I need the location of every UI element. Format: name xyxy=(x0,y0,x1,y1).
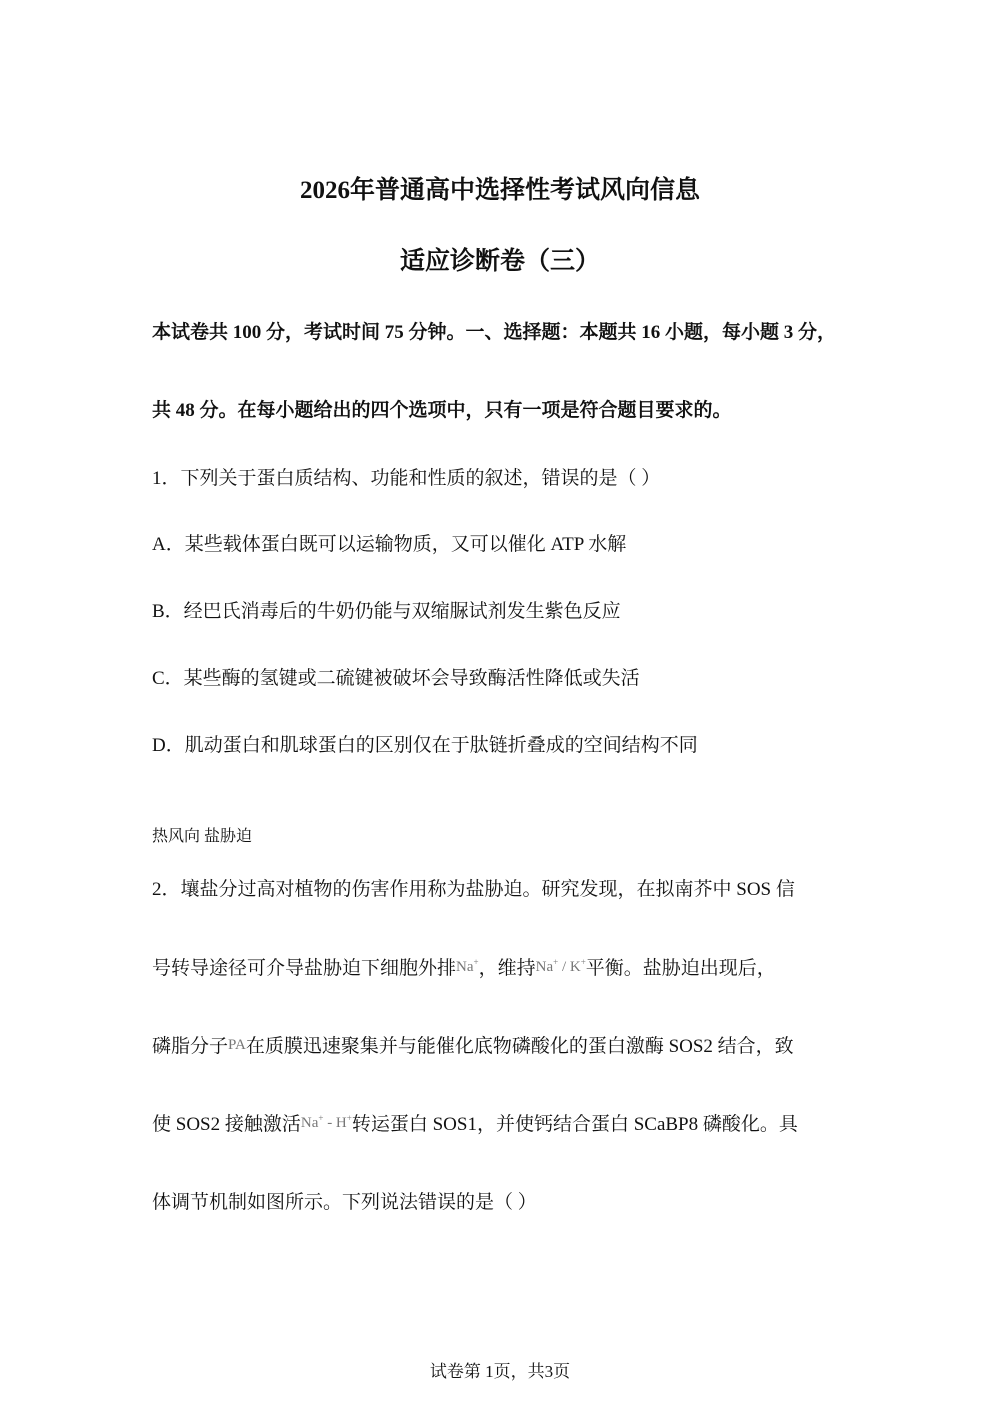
sodium-ion-formula: Na+ xyxy=(456,957,479,975)
question-1-option-c: C．某些酶的氢键或二硫键被破坏会导致酶活性降低或失活 xyxy=(152,668,640,689)
question-2-line-2-text-a: 号转导途径可介导盐胁迫下细胞外排 xyxy=(152,958,457,979)
instructions-line-2: 共 48 分。在每小题给出的四个选项中，只有一项是符合题目要求的。 xyxy=(152,400,732,421)
question-2-line-3 xyxy=(152,1031,794,1058)
question-1-option-b: B．经巴氏消毒后的牛奶仍能与双缩脲试剂发生紫色反应 xyxy=(152,601,621,622)
sodium-potassium-ratio: Na+ / K+ xyxy=(535,957,586,975)
question-2-line-5: 体调节机制如图所示。下列说法错误的是（ ） xyxy=(152,1192,537,1213)
phosphatidic-acid-abbrev: PA xyxy=(228,1037,246,1053)
exam-title: 2026年普通高中选择性考试风向信息 xyxy=(299,177,700,204)
question-1-stem: 1．下列关于蛋白质结构、功能和性质的叙述，错误的是（ ） xyxy=(152,468,661,489)
question-1-option-a: A．某些载体蛋白既可以运输物质，又可以催化 ATP 水解 xyxy=(152,534,627,555)
question-2-line-3-text-b: 在质膜迅速聚集并与能催化底物磷酸化的蛋白激酶 SOS2 结合，致 xyxy=(245,1036,794,1057)
question-2-line-1: 2．壤盐分过高对植物的伤害作用称为盐胁迫。研究发现，在拟南芥中 SOS 信 xyxy=(152,879,795,900)
question-2-line-4 xyxy=(152,1109,798,1136)
question-2-line-4-text-b: 转运蛋白 SOS1，并使钙结合蛋白 SCaBP8 磷酸化。具 xyxy=(351,1114,798,1135)
question-2-line-2-text-c: 平衡。盐胁迫出现后， xyxy=(585,958,776,979)
exam-subtitle: 适应诊断卷（三） xyxy=(399,248,600,275)
question-2-line-2 xyxy=(152,953,776,980)
page-footer: 试卷第 1页，共3页 xyxy=(429,1362,571,1381)
question-1-option-d: D．肌动蛋白和肌球蛋白的区别仅在于肽链折叠成的空间结构不同 xyxy=(152,735,698,756)
question-2-line-4-text-a: 使 SOS2 接触激活 xyxy=(152,1114,301,1135)
topic-tag: 热风向 盐胁迫 xyxy=(152,828,253,845)
question-2-line-2-text-b: ，维持 xyxy=(478,958,536,979)
instructions-line-1: 本试卷共 100 分，考试时间 75 分钟。一、选择题：本题共 16 小题，每小题 3 分， xyxy=(152,322,837,343)
question-2-line-3-text-a: 磷脂分子 xyxy=(152,1036,229,1057)
sodium-hydrogen-antiporter-formula: Na+ - H+ xyxy=(300,1113,352,1131)
